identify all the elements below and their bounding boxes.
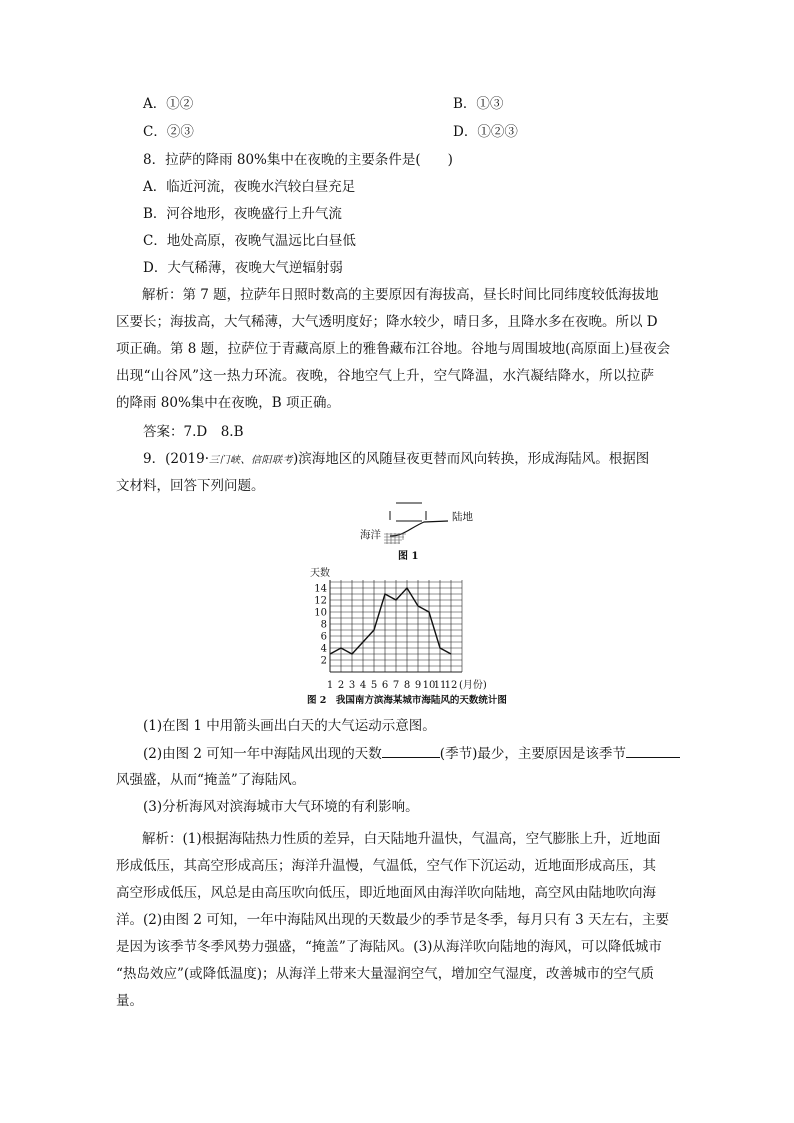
- chart-x-tick-label: 12: [444, 680, 458, 691]
- fig1-sea-hatch: [384, 533, 406, 544]
- analysis1-line: 区要长；海拔高，大气稀薄，大气透明度好；降水较少，晴日多，且降水多在夜晚。所以 D: [116, 314, 658, 330]
- q8-option-c: C．地处高原，夜晚气温远比白昼低: [143, 233, 356, 249]
- chart-x-tick-label: 10: [422, 680, 436, 691]
- analysis2-line: 高空形成低压，风总是由高压吹向低压，即近地面风由海洋吹向陆地，高空风由陆地吹向海: [116, 885, 656, 901]
- q9-sub2-text-a: (2)由图 2 可知一年中海陆风出现的天数: [143, 746, 382, 762]
- figure-2-chart: [290, 560, 530, 710]
- q8-stem: 8．拉萨的降雨 80%集中在夜晚的主要条件是( ): [143, 152, 453, 168]
- q9-stem-rest: )滨海地区的风随昼夜更替而风向转换，形成海陆风。根据图: [293, 451, 650, 467]
- chart-series-line: [330, 588, 451, 654]
- chart-x-tick-label: 3: [348, 680, 356, 691]
- q9-stem: [143, 449, 649, 471]
- chart-y-tick-label: 14: [314, 583, 327, 595]
- q7-option-d: D．①②③: [453, 124, 518, 140]
- chart-x-tick-label: 9: [414, 680, 422, 691]
- analysis2-line: 洋。(2)由图 2 可知，一年中海陆风出现的天数最少的季节是冬季，每月只有 3 天左右，主要: [116, 912, 669, 928]
- q8-option-a: A．临近河流，夜晚水汽较白昼充足: [143, 179, 356, 195]
- fig1-caption: 图 1: [398, 551, 419, 562]
- chart-title: 图 2 我国南方滨海某城市海陆风的天数统计图: [307, 695, 507, 706]
- chart-x-tick-label: 7: [392, 680, 400, 691]
- q9-sub3: (3)分析海风对滨海城市大气环境的有利影响。: [143, 799, 419, 815]
- chart-grid: [330, 580, 462, 672]
- chart-x-tick-label: 2: [337, 680, 345, 691]
- analysis2-line: 形成低压，其高空形成高压；海洋升温慢，气温低，空气作下沉运动，近地面形成高压，其: [116, 858, 656, 874]
- analysis1-line: 出现“山谷风”这一热力环流。夜晚，谷地空气上升，空气降温，水汽凝结降水，所以拉萨: [116, 368, 654, 384]
- chart-x-tick-label: 5: [370, 680, 378, 691]
- fig1-land-label: 陆地: [452, 511, 473, 523]
- q8-option-d: D．大气稀薄，夜晚大气逆辐射弱: [143, 260, 343, 276]
- chart-y-tick-label: 8: [320, 619, 327, 631]
- q9-sub2-line2: 风强盛，从而“掩盖”了海陆风。: [116, 772, 306, 788]
- q9-sub2: [143, 743, 680, 764]
- answer-blank-season[interactable]: [382, 743, 440, 758]
- analysis1-line: 的降雨 80%集中在夜晚，B 项正确。: [116, 395, 341, 411]
- q7-option-b: B．①③: [453, 96, 504, 112]
- q7-option-c: C．②③: [143, 124, 194, 140]
- chart-x-tick-label: 4: [359, 680, 367, 691]
- chart-y-tick-label: 6: [320, 631, 327, 643]
- analysis1-line: 项正确。第 8 题，拉萨位于青藏高原上的雅鲁藏布江谷地。谷地与周围坡地(高原面上)昼夜会: [116, 341, 671, 357]
- answer-line: 答案：7.D 8.B: [143, 424, 244, 440]
- q7-option-a: A．①②: [143, 96, 194, 112]
- chart-y-tick-label: 4: [320, 643, 327, 655]
- analysis2-line: 是因为该季节冬季风势力强盛，“掩盖”了海陆风。(3)从海洋吹向陆地的海风，可以降低城市: [116, 939, 662, 955]
- figure-1: [340, 496, 490, 562]
- q9-prefix: 9．(2019·: [143, 451, 210, 467]
- analysis2-line: 解析：(1)根据海陆热力性质的差异，白天陆地升温快，气温高，空气膨胀上升，近地面: [142, 831, 661, 847]
- chart-y-tick-label: 12: [314, 595, 327, 607]
- fig1-sea-label: 海洋: [360, 529, 381, 541]
- q8-option-b: B．河谷地形，夜晚盛行上升气流: [143, 206, 342, 222]
- chart-y-tick-label: 2: [320, 655, 327, 667]
- chart-x-ticks: [327, 680, 458, 691]
- q9-sub2-text-b: (季节)最少，主要原因是该季节: [439, 746, 626, 762]
- chart-y-ticks: [314, 584, 327, 667]
- chart-x-tick-label: 11: [433, 680, 447, 691]
- analysis2-line: 量。: [116, 993, 143, 1009]
- chart-y-tick-label: 10: [314, 607, 327, 619]
- chart-x-tick-label: 8: [403, 680, 411, 691]
- q9-source: 三门峡、信阳联考: [209, 455, 294, 466]
- chart-x-tick-label: 1: [326, 680, 334, 691]
- analysis2-line: “热岛效应”(或降低温度)；从海洋上带来大量湿润空气，增加空气湿度，改善城市的空气质: [116, 966, 654, 982]
- q9-stem-line2: 文材料，回答下列问题。: [116, 478, 265, 494]
- chart-x-label: (月份): [459, 680, 487, 691]
- answer-blank-wind[interactable]: [626, 743, 680, 758]
- chart-y-label: 天数: [310, 568, 330, 579]
- q9-sub1: (1)在图 1 中用箭头画出白天的大气运动示意图。: [143, 718, 436, 734]
- chart-x-tick-label: 6: [381, 680, 389, 691]
- analysis1-line: 解析：第 7 题，拉萨年日照时数高的主要原因有海拔高，昼长时间比同纬度较低海拔地: [142, 287, 659, 303]
